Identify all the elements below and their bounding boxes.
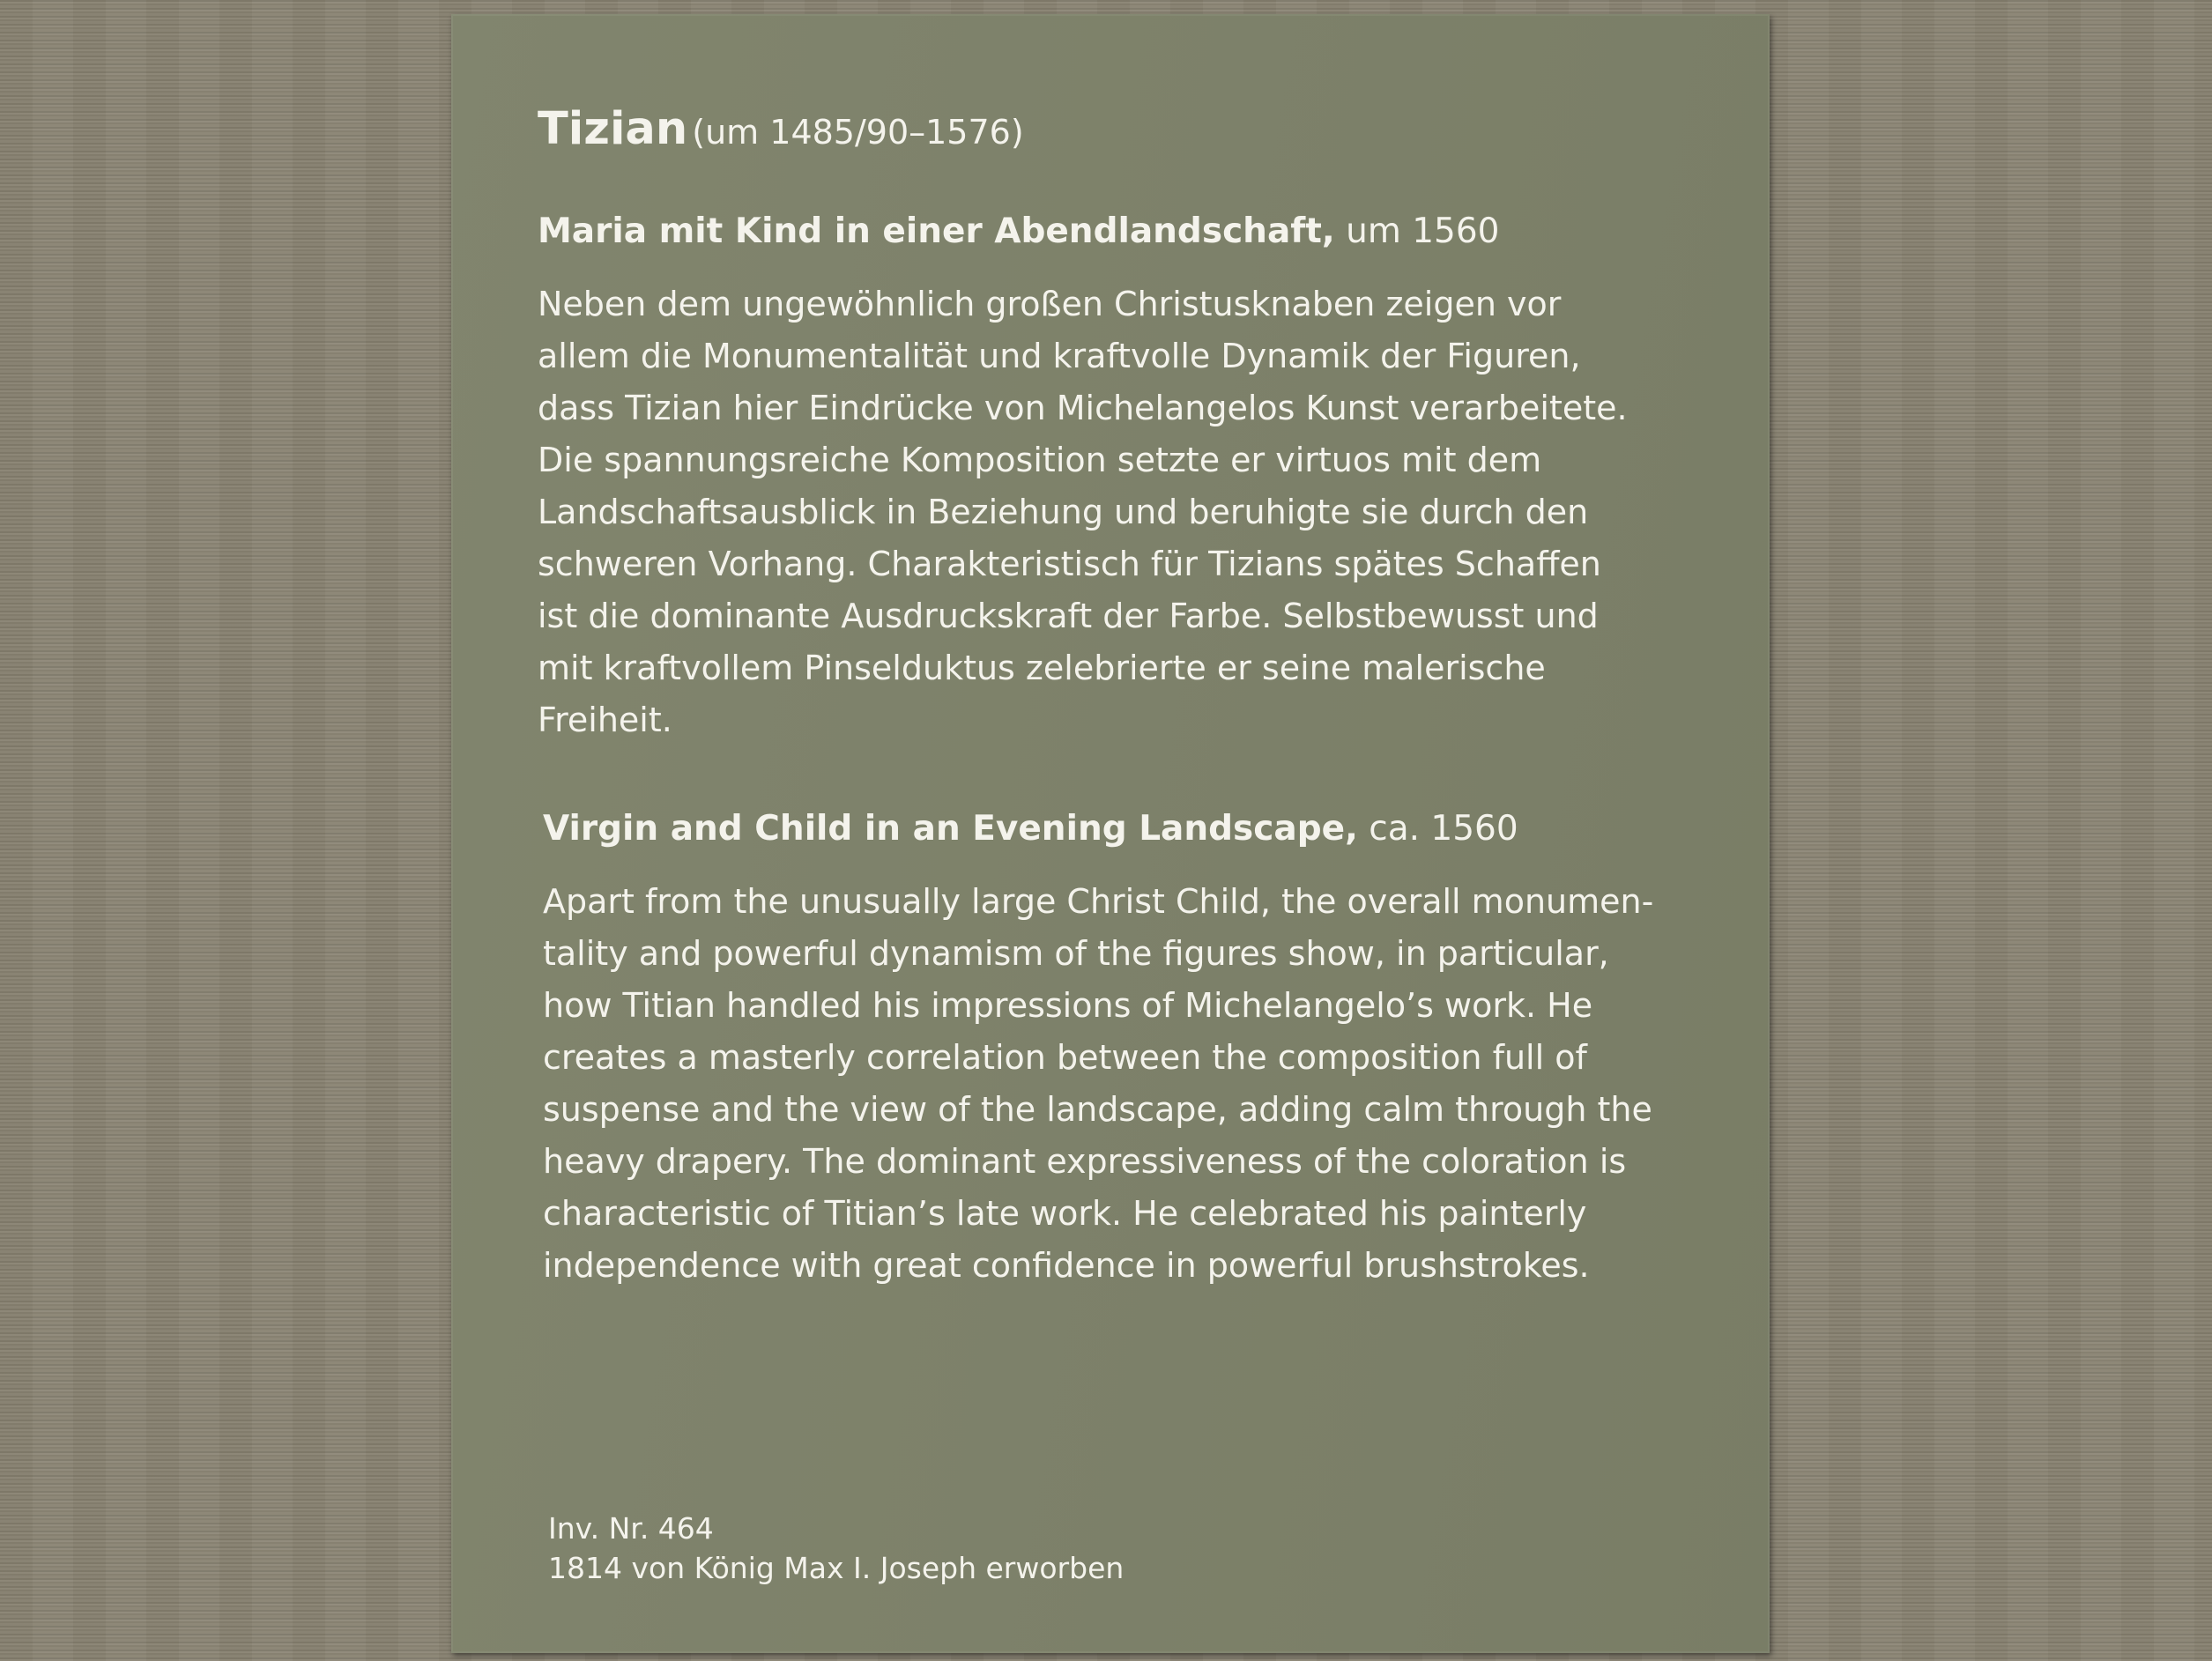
german-title-line [538,211,1701,254]
german-section [538,211,1701,746]
label-footer [548,1509,1124,1588]
inventory-number: Inv. Nr. 464 [548,1511,714,1546]
german-date: um 1560 [1346,211,1500,252]
artist-name: Tizian [538,103,688,155]
artist-heading [538,102,1701,156]
english-title-line [543,808,1701,851]
label-content [538,102,1701,1292]
english-title: Virgin and Child in an Evening Landscape, [543,808,1358,849]
german-description: Neben dem ungewöhnlich großen Christusknaben zeigen vor allem die Monumentalität und kraftvolle Dynamik der Figuren, dass Tizian hier Eindrücke von Michelangelos Kunst verarbeitete. Die spannungsreiche Komposition setzte er virtuos mit dem Landschaftsausblick in Beziehung und beruhigte sie durch den schweren Vorhang. Charakteristisch für Tizians spätes Schaffen ist die dominante Ausdruckskraft der Farbe. Selbstbewusst und mit kraftvollem Pinselduktus zelebrierte er seine malerische Freiheit. [538,284,1628,739]
english-description: Apart from the unusually large Christ Child, the overall monumen- tality and powerful dynamism of the figures show, in particular, how Titian handled his impressions of Michelangelo’s work. He creates a masterly correlation between the composition full of suspense and the view of the landscape, adding calm through the heavy drapery. The dominant expressiveness of the coloration is characteristic of Titian’s late work. He celebrated his painterly independence with great confidence in powerful brushstrokes. [543,881,1654,1285]
english-date: ca. 1560 [1369,808,1518,849]
artist-dates: (um 1485/90–1576) [692,113,1024,152]
provenance-note: 1814 von König Max I. Joseph erworben [548,1551,1125,1585]
museum-label-plaque [451,14,1770,1653]
english-section [543,808,1701,1292]
german-title: Maria mit Kind in einer Abendlandschaft, [538,211,1335,252]
